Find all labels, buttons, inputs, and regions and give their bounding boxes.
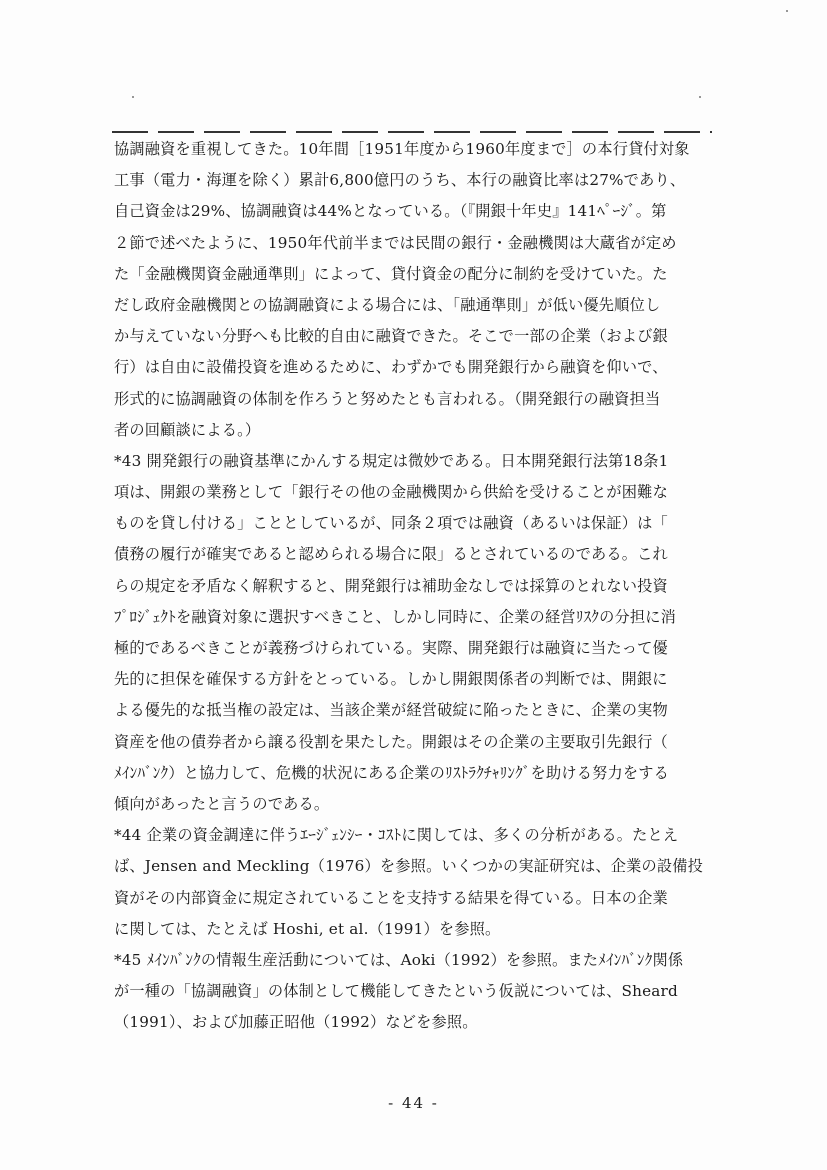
- text-line: *43 開発銀行の融資基準にかんする規定は微妙である。日本開発銀行法第18条1: [114, 451, 669, 470]
- text-line: 行）は自由に設備投資を進めるために、わずかでも開発銀行から融資を仰いで、: [114, 358, 668, 377]
- text-line: 自己資金は29%、協調融資は44%となっている。（『開銀十年史』141ﾍﾟｰｼﾞ。第: [114, 202, 667, 221]
- text-line: ば、Jensen and Meckling（1976）を参照。いくつかの実証研究は、企業の設備投: [114, 857, 704, 876]
- footnote-45: [114, 945, 716, 1039]
- text-line: *44 企業の資金調達に伴うｴｰｼﾞｪﾝｼｰ・ｺｽﾄに関しては、多くの分析がある。たとえ: [114, 826, 679, 845]
- text-line: が一種の「協調融資」の体制として機能してきたという仮説については、Sheard: [114, 982, 678, 1001]
- footnote-43: [114, 446, 716, 820]
- text-line: か与えていない分野へも比較的自由に融資できた。そこで一部の企業（および銀: [114, 327, 668, 346]
- text-line: だし政府金融機関との協調融資による場合には、「融通準則」が低い優先順位し: [114, 295, 661, 314]
- page-number: - 44 -: [388, 1094, 439, 1112]
- text-line: 項は、開銀の業務として「銀行その他の金融機関から供給を受けることが困難な: [114, 483, 668, 502]
- text-line: 者の回顧談による。）: [114, 420, 261, 439]
- body-text: [114, 134, 716, 1038]
- paragraph-continuation: [114, 134, 716, 446]
- text-line: 極的であるべきことが義務づけられている。実際、開発銀行は融資に当たって優: [114, 639, 668, 657]
- text-line: *45 ﾒｲﾝﾊﾞﾝｸの情報生産活動については、Aoki（1992）を参照。またﾒｲﾝﾊﾞﾝｸ関係: [114, 950, 684, 969]
- text-line: 工事（電力・海運を除く）累計6,800億円のうち、本行の融資比率は27%であり、: [114, 171, 686, 190]
- text-line: 形式的に協調融資の体制を作ろうと努めたとも言われる。（開発銀行の融資担当: [114, 389, 661, 408]
- footnote-44: [114, 820, 716, 945]
- scan-speck: [699, 96, 701, 98]
- header-dashed-rule: [112, 131, 712, 133]
- text-line: ２節で述べたように、1950年代前半までは民間の銀行・金融機関は大蔵省が定め: [114, 233, 677, 252]
- text-line: た「金融機関資金融通準則」によって、貸付資金の配分に制約を受けていた。た: [114, 264, 668, 283]
- text-line: らの規定を矛盾なく解釈すると、開発銀行は補助金なしでは採算のとれない投資: [114, 576, 668, 595]
- text-line: 債務の履行が確実であると認められる場合に限」るとされているのである。これ: [114, 545, 668, 564]
- text-line: 先的に担保を確保する方針をとっている。しかし開銀関係者の判断では、開銀に: [114, 670, 668, 689]
- text-line: ものを貸し付ける」こととしているが、同条２項では融資（あるいは保証）は「: [114, 514, 668, 533]
- text-line: 協調融資を重視してきた。10年間［1951年度から1960年度まで］の本行貸付対象: [114, 140, 690, 158]
- text-line: ﾒｲﾝﾊﾞﾝｸ）と協力して、危機的状況にある企業のﾘｽﾄﾗｸﾁｬﾘﾝｸﾞを助ける努力をする: [114, 763, 670, 782]
- scan-speck: [786, 10, 788, 12]
- text-line: 傾向があったと言うのである。: [114, 794, 330, 813]
- text-line: （1991）、および加藤正昭他（1992）などを参照。: [114, 1013, 478, 1032]
- text-line: に関しては、たとえば Hoshi, et al.（1991）を参照。: [114, 919, 501, 938]
- text-line: よる優先的な抵当権の設定は、当該企業が経営破綻に陥ったときに、企業の実物: [114, 701, 668, 720]
- text-line: ﾌﾟﾛｼﾞｪｸﾄを融資対象に選択すべきこと、しかし同時に、企業の経営ﾘｽｸの分担に消: [114, 607, 677, 626]
- text-line: 資産を他の債券者から譲る役割を果たした。開銀はその企業の主要取引先銀行（: [114, 732, 668, 751]
- scan-speck: [132, 96, 134, 98]
- text-line: 資がその内部資金に規定されていることを支持する結果を得ている。日本の企業: [114, 888, 668, 907]
